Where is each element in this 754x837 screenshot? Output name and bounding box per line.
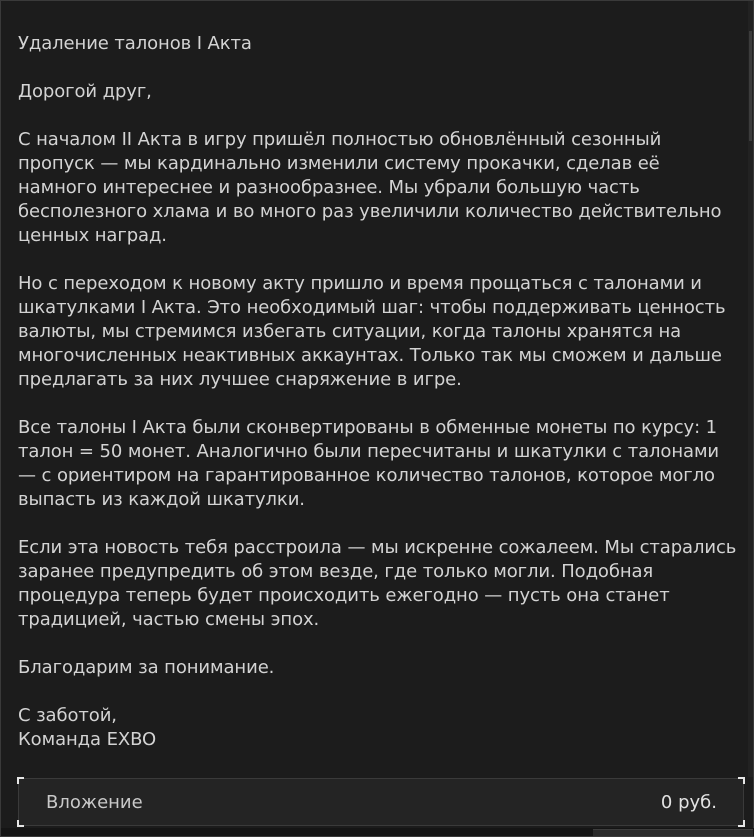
letter-greeting: Дорогой друг, <box>18 81 152 102</box>
scrollbar-track[interactable] <box>748 1 753 777</box>
letter-paragraph-3: Все талоны I Акта были сконвертированы в обменные монеты по курсу: 1 талон = 50 монет. Аналогично были пересчитаны и шкатулки с талонами — с ориентиром на гарантированное количество талонов, которое могло выпасть из каждой шкатулки. <box>18 417 720 510</box>
letter-subject: Удаление талонов I Акта <box>18 33 252 54</box>
attachment-value: 0 руб. <box>660 792 717 813</box>
scrollbar-thumb[interactable] <box>749 31 752 141</box>
letter-paragraph-2: Но с переходом к новому акту пришло и время прощаться с талонами и шкатулками I Акта. Это необходимый шаг: чтобы поддерживать ценность валюты, мы стремимся избегать ситуации, когда талоны хранятся на многочисленных неактивных аккаунтах. Только так мы сможем и дальше предлагать за них лучшее снаряжение в игре. <box>18 273 726 390</box>
letter-body <box>18 32 738 752</box>
corner-bracket-top-right <box>738 777 745 784</box>
corner-bracket-bottom-left <box>17 820 24 827</box>
bottom-tab-strip <box>593 829 753 836</box>
letter-paragraph-4: Если эта новость тебя расстроила — мы искренне сожалеем. Мы старались заранее предупредить об этом везде, где только могли. Подобная процедура теперь будет происходить ежегодно — пусть она станет традицией, частью смены эпох. <box>18 537 737 630</box>
attachment-row[interactable] <box>18 778 744 826</box>
attachment-label: Вложение <box>46 792 143 813</box>
corner-bracket-top-left <box>17 777 24 784</box>
letter-signature: Команда EXBO <box>18 729 157 750</box>
letter-paragraph-1: С началом II Акта в игру пришёл полностью обновлённый сезонный пропуск — мы кардинально изменили систему прокачки, сделав её намного интереснее и разнообразнее. Мы убрали большую часть бесполезного хлама и во много раз увеличили количество действительно ценных наград. <box>18 129 722 246</box>
corner-bracket-bottom-right <box>738 820 745 827</box>
letter-thanks: Благодарим за понимание. <box>18 657 275 678</box>
letter-sign-off: С заботой, <box>18 705 117 726</box>
